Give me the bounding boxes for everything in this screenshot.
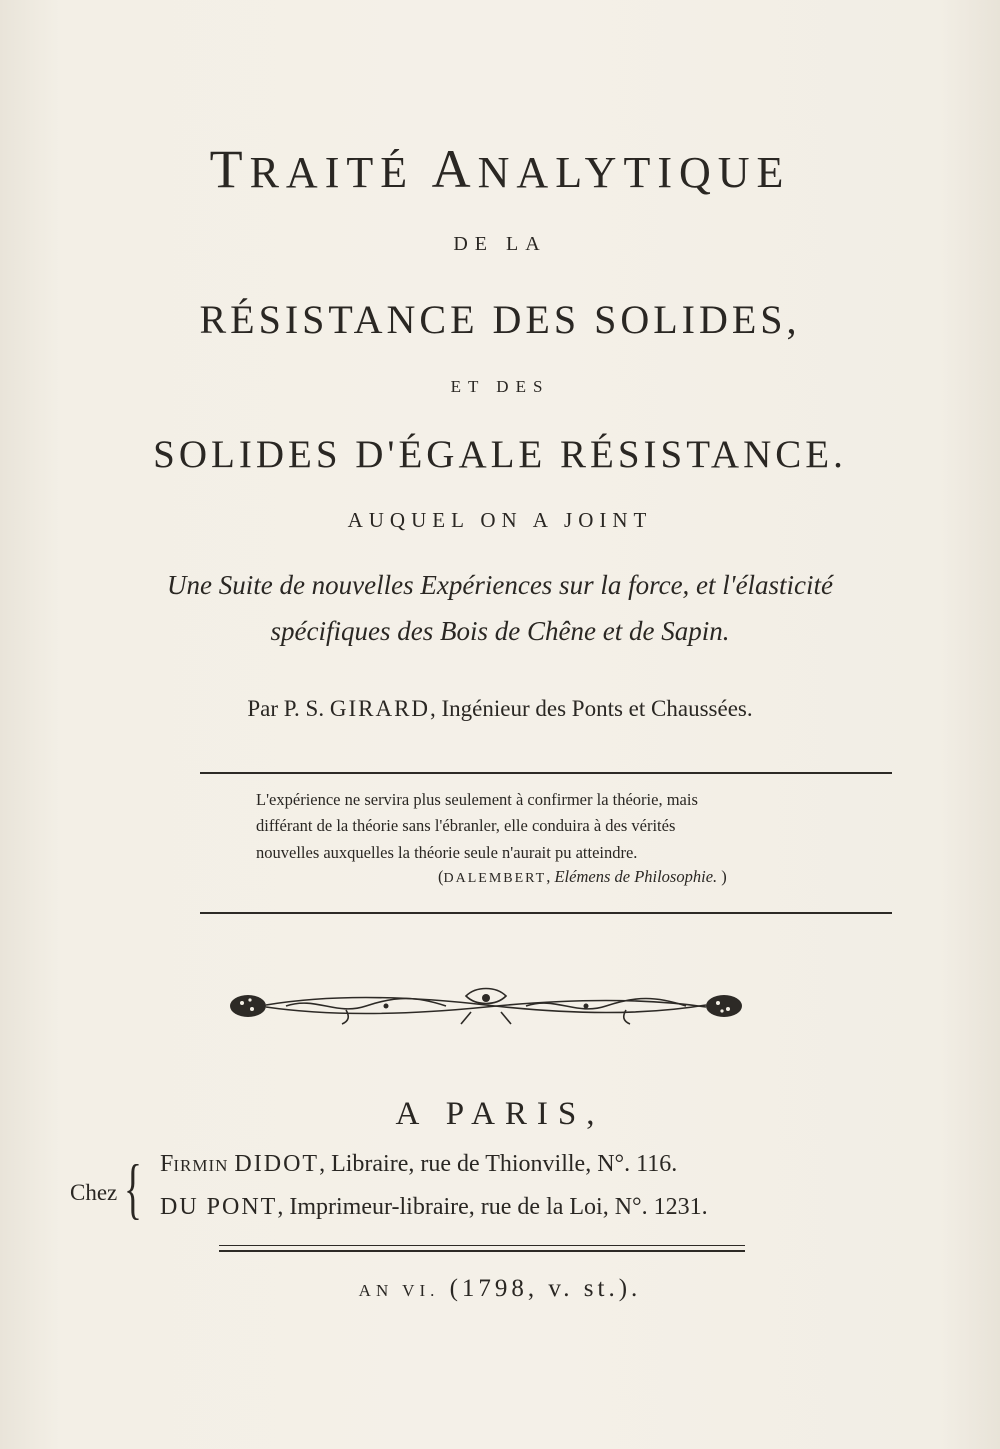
title-et-des: ET DES [450,377,550,396]
epigraph-line-2: différant de la théorie sans l'ébranler, elle conduira à des vérités [256,816,676,835]
imprint-city: A PARIS, [395,1096,605,1132]
garland-ornament-icon [226,982,746,1028]
title-auquel: AUQUEL ON A JOINT [347,508,653,532]
epigraph-author: DALEMBERT [443,871,547,886]
author-name: GIRARD [329,696,431,721]
imprint-chez: Chez [70,1180,118,1205]
epigraph-bottom-rule [200,912,892,914]
author-prefix: Par P. S. [247,696,325,721]
title-de-la: DE LA [453,233,547,255]
epigraph-line-3: nouvelles auxquelles la théorie seule n'aurait pu atteindre. [256,843,638,862]
publisher-line-2: DU PONT, Imprimeur-libraire, rue de la Loi, N°. 1231. [160,1194,708,1220]
imprint-rule-thin [219,1245,745,1246]
epigraph-line-1: L'expérience ne servira plus seulement à confirmer la théorie, mais [256,790,698,809]
imprint-brace: { [124,1150,142,1226]
publisher-2-name: DU PONT [160,1194,278,1220]
author-title: , Ingénieur des Ponts et Chaussées. [430,696,753,721]
imprint-rule-thick [219,1250,745,1252]
subtitle-line-2: spécifiques des Bois de Chêne et de Sapin. [270,616,730,646]
epigraph-work: Elémens de Philosophie. [554,867,718,886]
title-resistance: RÉSISTANCE DES SOLIDES, [199,297,801,342]
epigraph-source: (DALEMBERT, Elémens de Philosophie. ) [438,867,727,886]
title-egale-resistance: SOLIDES D'ÉGALE RÉSISTANCE. [153,433,847,476]
publisher-1-name: DIDOT [234,1151,320,1177]
imprint-year: AN VI. (1798, v. st.). [358,1275,642,1302]
author-line [0,696,1000,722]
main-title: TRAITÉ ANALYTIQUE [209,139,791,199]
epigraph-top-rule [200,772,892,774]
subtitle-line-1: Une Suite de nouvelles Expériences sur la force, et l'élasticité [166,570,834,600]
publisher-line-1: FIRMIN DIDOT, Libraire, rue de Thionville, N°. 116. [160,1151,678,1177]
